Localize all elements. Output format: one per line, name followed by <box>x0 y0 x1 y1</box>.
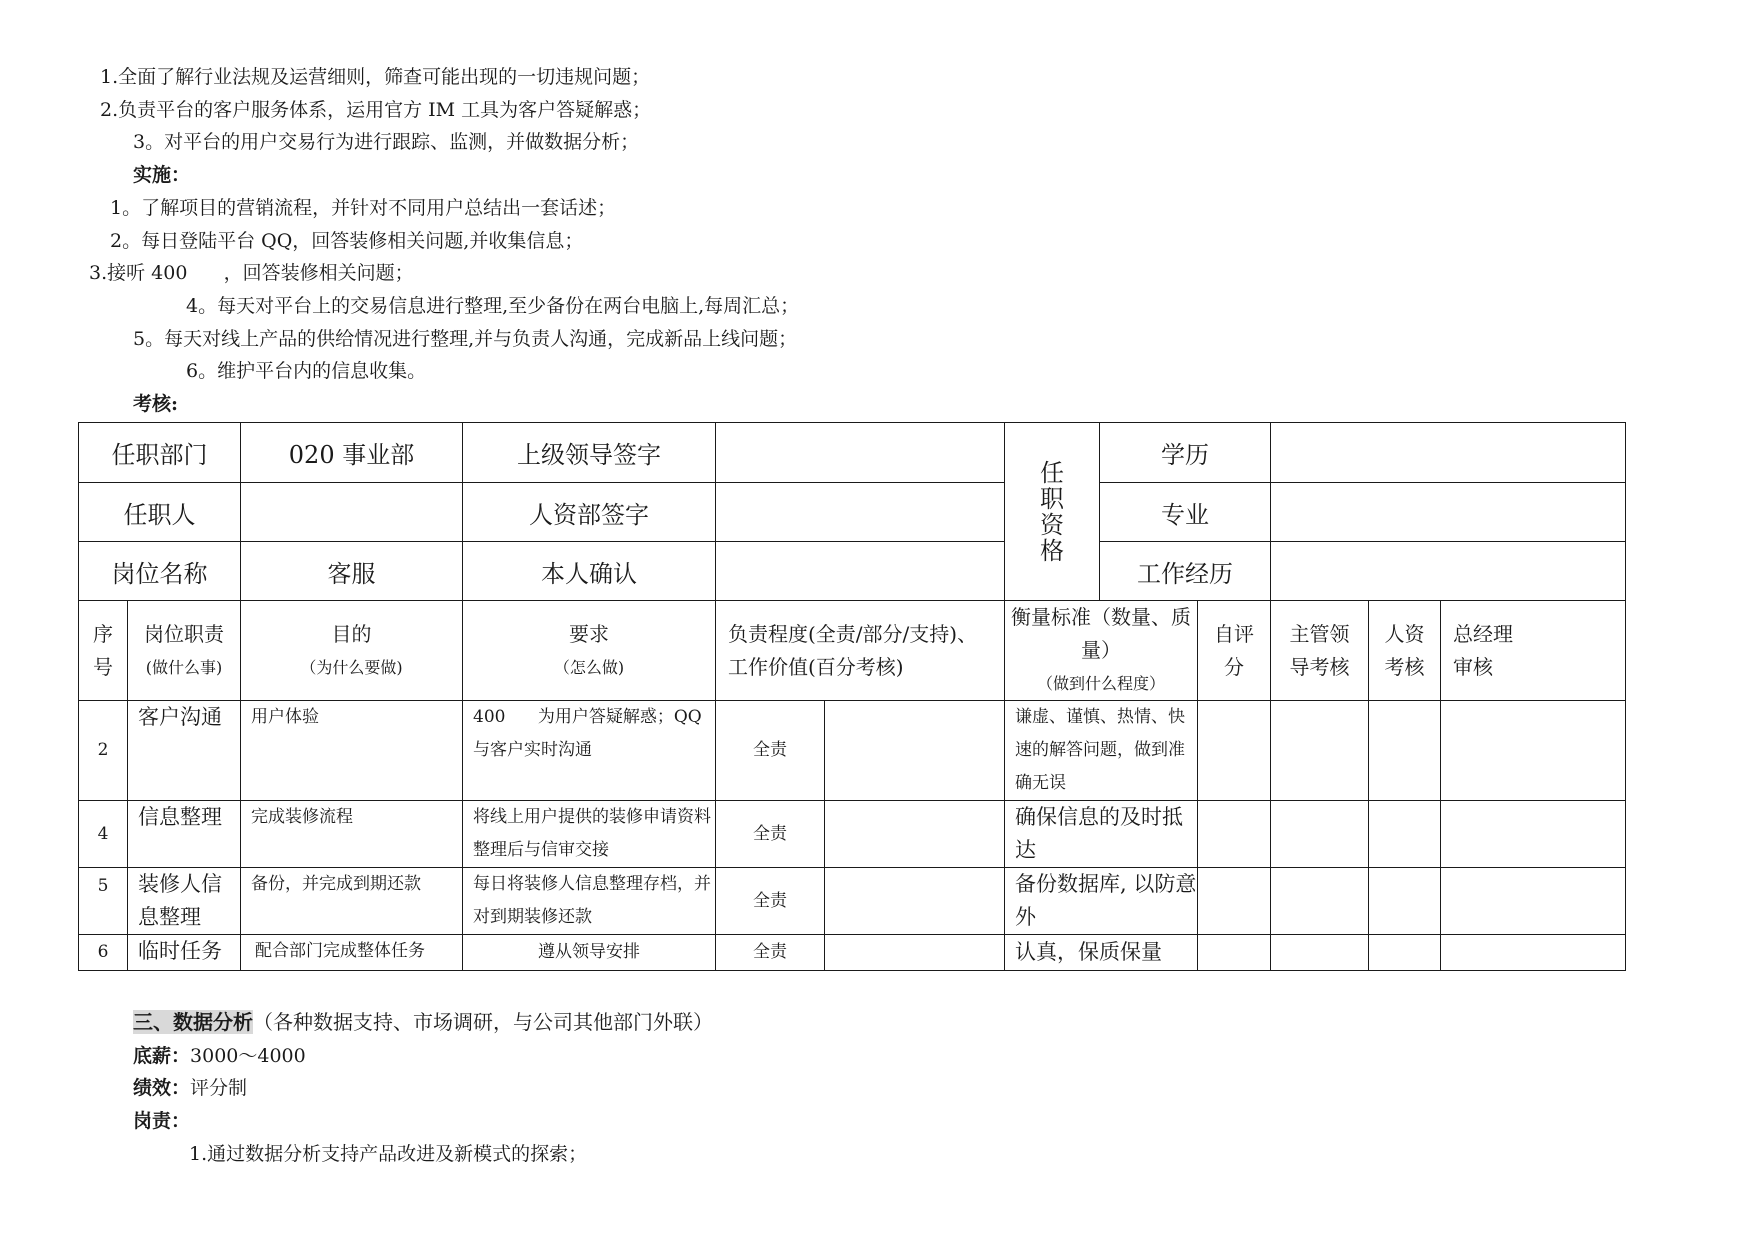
self-confirm-label: 本人确认 <box>463 542 716 601</box>
row-gm-eval-field[interactable] <box>1441 935 1626 971</box>
row-manager-eval-field[interactable] <box>1271 868 1369 935</box>
dept-label: 任职部门 <box>79 423 241 483</box>
header-gm-eval: 总经理 审核 <box>1441 601 1626 701</box>
section3-note: （各种数据支持、市场调研，与公司其他部门外联） <box>253 1010 713 1034</box>
row-measure: 认真，保质保量 <box>1005 935 1198 971</box>
row-gm-eval-field[interactable] <box>1441 868 1626 935</box>
row-duty: 信息整理 <box>128 801 241 868</box>
header-manager-eval: 主管领 导考核 <box>1271 601 1369 701</box>
row-self-eval-field[interactable] <box>1198 801 1271 868</box>
intro-line-3: 3。对平台的用户交易行为进行跟踪、监测，并做数据分析； <box>133 131 640 153</box>
row-measure: 备份数据库, 以防意外 <box>1005 868 1198 935</box>
qual-char: 职 <box>1040 484 1064 513</box>
qual-char: 资 <box>1040 510 1064 539</box>
row-self-eval-field[interactable] <box>1198 935 1271 971</box>
performance-value: 评分制 <box>190 1077 248 1099</box>
qual-char: 格 <box>1040 536 1064 565</box>
row-requirement: 将线上用户提供的装修申请资料整理后与信审交接 <box>463 801 716 868</box>
performance-line <box>133 1077 247 1099</box>
post-value: 客服 <box>241 542 463 601</box>
dept-value: 020 事业部 <box>241 423 463 483</box>
salary-value: 3000～4000 <box>190 1045 306 1067</box>
intro-line-2: 2.负责平台的客户服务体系，运用官方 IM 工具为客户答疑解惑； <box>100 99 652 121</box>
row-purpose: 用户体验 <box>241 701 463 801</box>
info-row-1 <box>79 423 1626 483</box>
row-gm-eval-field[interactable] <box>1441 701 1626 801</box>
row-seq: 2 <box>79 701 128 801</box>
row-value-field[interactable] <box>825 935 1005 971</box>
row-responsibility: 全责 <box>716 935 825 971</box>
row-duty: 装修人信息整理 <box>128 868 241 935</box>
table-row <box>79 868 1626 935</box>
impl-item-2: 2。每日登陆平台 QQ，回答装修相关问题,并收集信息； <box>110 230 584 252</box>
row-hr-eval-field[interactable] <box>1369 701 1441 801</box>
duty-item-1: 1.通过数据分析支持产品改进及新模式的探索； <box>189 1143 588 1165</box>
row-seq: 6 <box>79 935 128 971</box>
section3-heading <box>133 1011 713 1033</box>
qualification-label <box>1005 423 1100 601</box>
row-hr-eval-field[interactable] <box>1369 868 1441 935</box>
row-responsibility: 全责 <box>716 868 825 935</box>
table-row <box>79 935 1626 971</box>
experience-field[interactable] <box>1271 542 1626 601</box>
row-purpose: 完成装修流程 <box>241 801 463 868</box>
row-gm-eval-field[interactable] <box>1441 801 1626 868</box>
row-self-eval-field[interactable] <box>1198 868 1271 935</box>
row-duty: 临时任务 <box>128 935 241 971</box>
job-table <box>78 422 1626 971</box>
row-value-field[interactable] <box>825 701 1005 801</box>
salary-line <box>133 1045 306 1067</box>
header-responsibility: 负责程度(全责/部分/支持)、 工作价值(百分考核) <box>716 601 1005 701</box>
section3-title: 三、数据分析 <box>133 1010 253 1034</box>
row-hr-eval-field[interactable] <box>1369 801 1441 868</box>
info-row-2 <box>79 483 1626 542</box>
major-field[interactable] <box>1271 483 1626 542</box>
row-duty: 客户沟通 <box>128 701 241 801</box>
info-row-3 <box>79 542 1626 601</box>
self-confirm-field[interactable] <box>716 542 1005 601</box>
person-label: 任职人 <box>79 483 241 542</box>
education-field[interactable] <box>1271 423 1626 483</box>
leader-sign-label: 上级领导签字 <box>463 423 716 483</box>
row-responsibility: 全责 <box>716 701 825 801</box>
row-responsibility: 全责 <box>716 801 825 868</box>
performance-label: 绩效： <box>133 1077 191 1099</box>
row-requirement: 遵从领导安排 <box>463 935 716 971</box>
header-hr-eval: 人资 考核 <box>1369 601 1441 701</box>
impl-item-4: 4。每天对平台上的交易信息进行整理,至少备份在两台电脑上,每周汇总； <box>186 295 800 317</box>
row-seq: 4 <box>79 801 128 868</box>
row-measure: 谦虚、谨慎、热情、快速的解答问题，做到准确无误 <box>1005 701 1198 801</box>
salary-label: 底薪： <box>133 1045 191 1067</box>
row-requirement: 400 为用户答疑解惑；QQ 与客户实时沟通 <box>463 701 716 801</box>
header-seq: 序 号 <box>79 601 128 701</box>
header-self-eval: 自评 分 <box>1198 601 1271 701</box>
header-requirement: 要求 （怎么做) <box>463 601 716 701</box>
hr-sign-field[interactable] <box>716 483 1005 542</box>
person-field[interactable] <box>241 483 463 542</box>
impl-item-6: 6。维护平台内的信息收集。 <box>186 360 427 382</box>
duty-label: 岗责： <box>133 1110 191 1132</box>
impl-item-5: 5。每天对线上产品的供给情况进行整理,并与负责人沟通，完成新品上线问题； <box>133 328 798 350</box>
row-manager-eval-field[interactable] <box>1271 935 1369 971</box>
header-duty: 岗位职责 (做什么事) <box>128 601 241 701</box>
row-value-field[interactable] <box>825 801 1005 868</box>
row-self-eval-field[interactable] <box>1198 701 1271 801</box>
header-row <box>79 601 1626 701</box>
row-purpose: 配合部门完成整体任务 <box>241 935 463 971</box>
hr-sign-label: 人资部签字 <box>463 483 716 542</box>
qual-char: 任 <box>1040 458 1064 487</box>
row-purpose: 备份，并完成到期还款 <box>241 868 463 935</box>
row-seq: 5 <box>79 868 128 935</box>
impl-item-3: 3.接听 400 ，回答装修相关问题； <box>89 262 414 284</box>
impl-heading: 实施： <box>133 164 191 186</box>
education-label: 学历 <box>1100 423 1271 483</box>
experience-label: 工作经历 <box>1100 542 1271 601</box>
assess-heading: 考核: <box>133 393 179 415</box>
row-manager-eval-field[interactable] <box>1271 701 1369 801</box>
post-label: 岗位名称 <box>79 542 241 601</box>
intro-line-1: 1.全面了解行业法规及运营细则，筛查可能出现的一切违规问题； <box>100 66 651 88</box>
table-row <box>79 801 1626 868</box>
major-label: 专业 <box>1100 483 1271 542</box>
impl-item-1: 1。了解项目的营销流程，并针对不同用户总结出一套话述； <box>110 197 617 219</box>
row-hr-eval-field[interactable] <box>1369 935 1441 971</box>
header-purpose: 目的 （为什么要做) <box>241 601 463 701</box>
row-requirement: 每日将装修人信息整理存档，并对到期装修还款 <box>463 868 716 935</box>
row-manager-eval-field[interactable] <box>1271 801 1369 868</box>
row-measure: 确保信息的及时抵达 <box>1005 801 1198 868</box>
leader-sign-field[interactable] <box>716 423 1005 483</box>
header-measure: 衡量标准（数量、质量） （做到什么程度） <box>1005 601 1198 701</box>
table-row <box>79 701 1626 801</box>
row-value-field[interactable] <box>825 868 1005 935</box>
